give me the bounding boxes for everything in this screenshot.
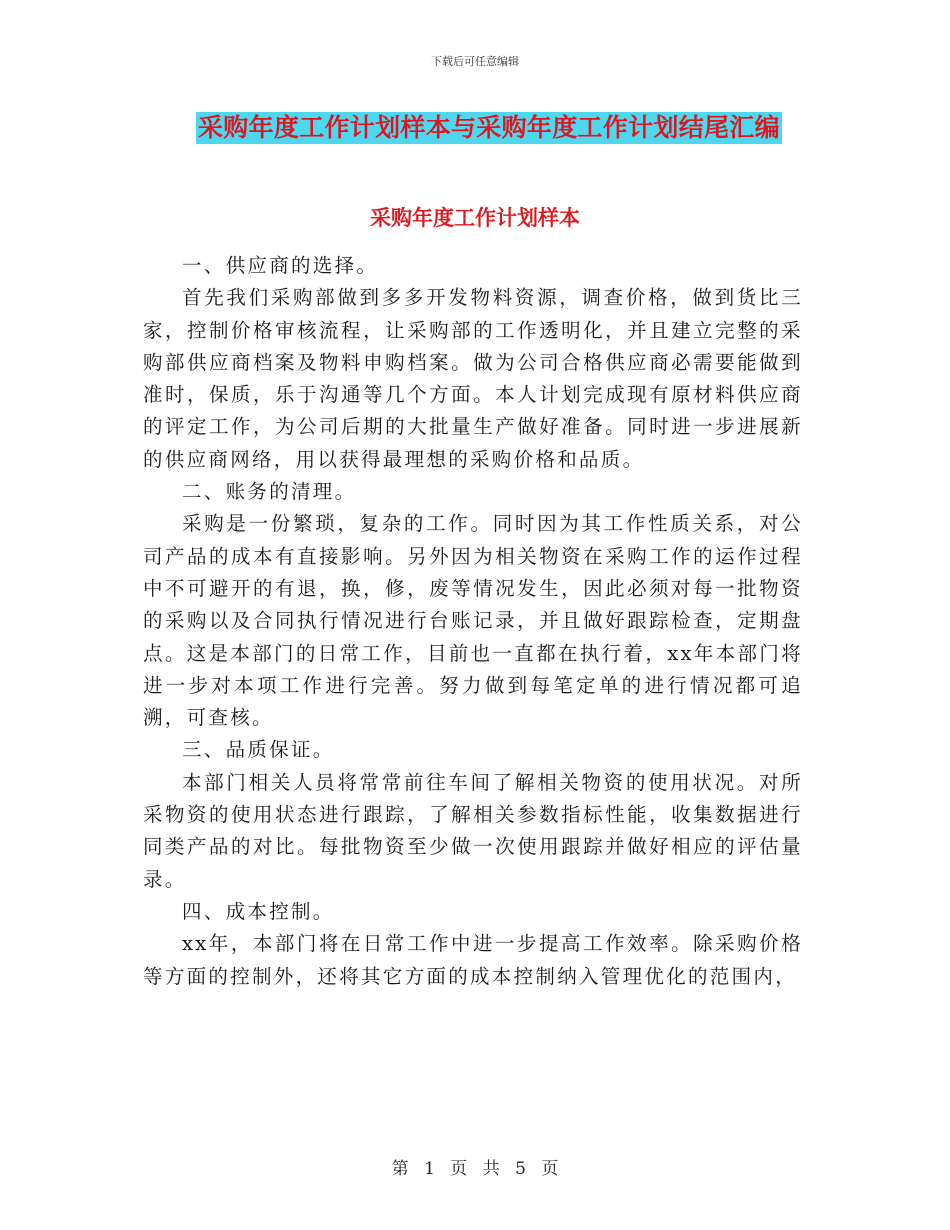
document-body — [143, 250, 803, 993]
section-title: 采购年度工作计划样本 — [370, 205, 580, 230]
page-header-note: 下载后可任意编辑 — [431, 55, 519, 68]
paragraph-quality-assurance: 本部门相关人员将常常前往车间了解相关物资的使用状况。对所采物资的使用状态进行跟踪，了解相关参数指标性能，收集数据进行同类产品的对比。每批物资至少做一次使用跟踪并做好相应的评估量录。 — [143, 770, 803, 891]
paragraph-cost-control: xx年，本部门将在日常工作中进一步提高工作效率。除采购价格等方面的控制外，还将其它方面的成本控制纳入管理优化的范围内， — [143, 932, 803, 988]
heading-quality-assurance: 三、品质保证。 — [182, 738, 335, 762]
heading-account-cleanup: 二、账务的清理。 — [182, 480, 357, 504]
footer-current-page: 1 — [424, 1159, 435, 1179]
page-number-footer — [0, 1154, 950, 1179]
footer-suffix: 页 — [541, 1159, 559, 1179]
footer-total-pages: 5 — [515, 1159, 526, 1179]
heading-cost-control: 四、成本控制。 — [182, 899, 335, 923]
heading-supplier-selection: 一、供应商的选择。 — [182, 254, 379, 277]
document-title: 采购年度工作计划样本与采购年度工作计划结尾汇编 — [198, 113, 780, 142]
paragraph-supplier-selection: 首先我们采购部做到多多开发物料资源，调查价格，做到货比三家，控制价格审核流程，让采购部的工作透明化，并且建立完整的采购部供应商档案及物料申购档案。做为公司合格供应商必需要能做到准时，保质，乐于沟通等几个方面。本人计划完成现有原材料供应商的评定工作，为公司后期的大批量生产做好准备。同时进一步进展新的供应商网络，用以获得最理想的采购价格和品质。 — [143, 286, 803, 471]
paragraph-account-cleanup: 采购是一份繁琐，复杂的工作。同时因为其工作性质关系，对公司产品的成本有直接影响。另外因为相关物资在采购工作的运作过程中不可避开的有退，换，修，废等情况发生，因此必须对每一批物资的采购以及合同执行情况进行台账记录，并且做好跟踪检查，定期盘点。这是本部门的日常工作，目前也一直都在执行着，xx年本部门将进一步对本项工作进行完善。努力做到每笔定单的进行情况都可追溯，可查核。 — [143, 512, 803, 730]
footer-total-prefix: 共 — [482, 1159, 500, 1179]
footer-prefix: 第 — [391, 1159, 409, 1179]
footer-middle: 页 — [450, 1159, 468, 1179]
